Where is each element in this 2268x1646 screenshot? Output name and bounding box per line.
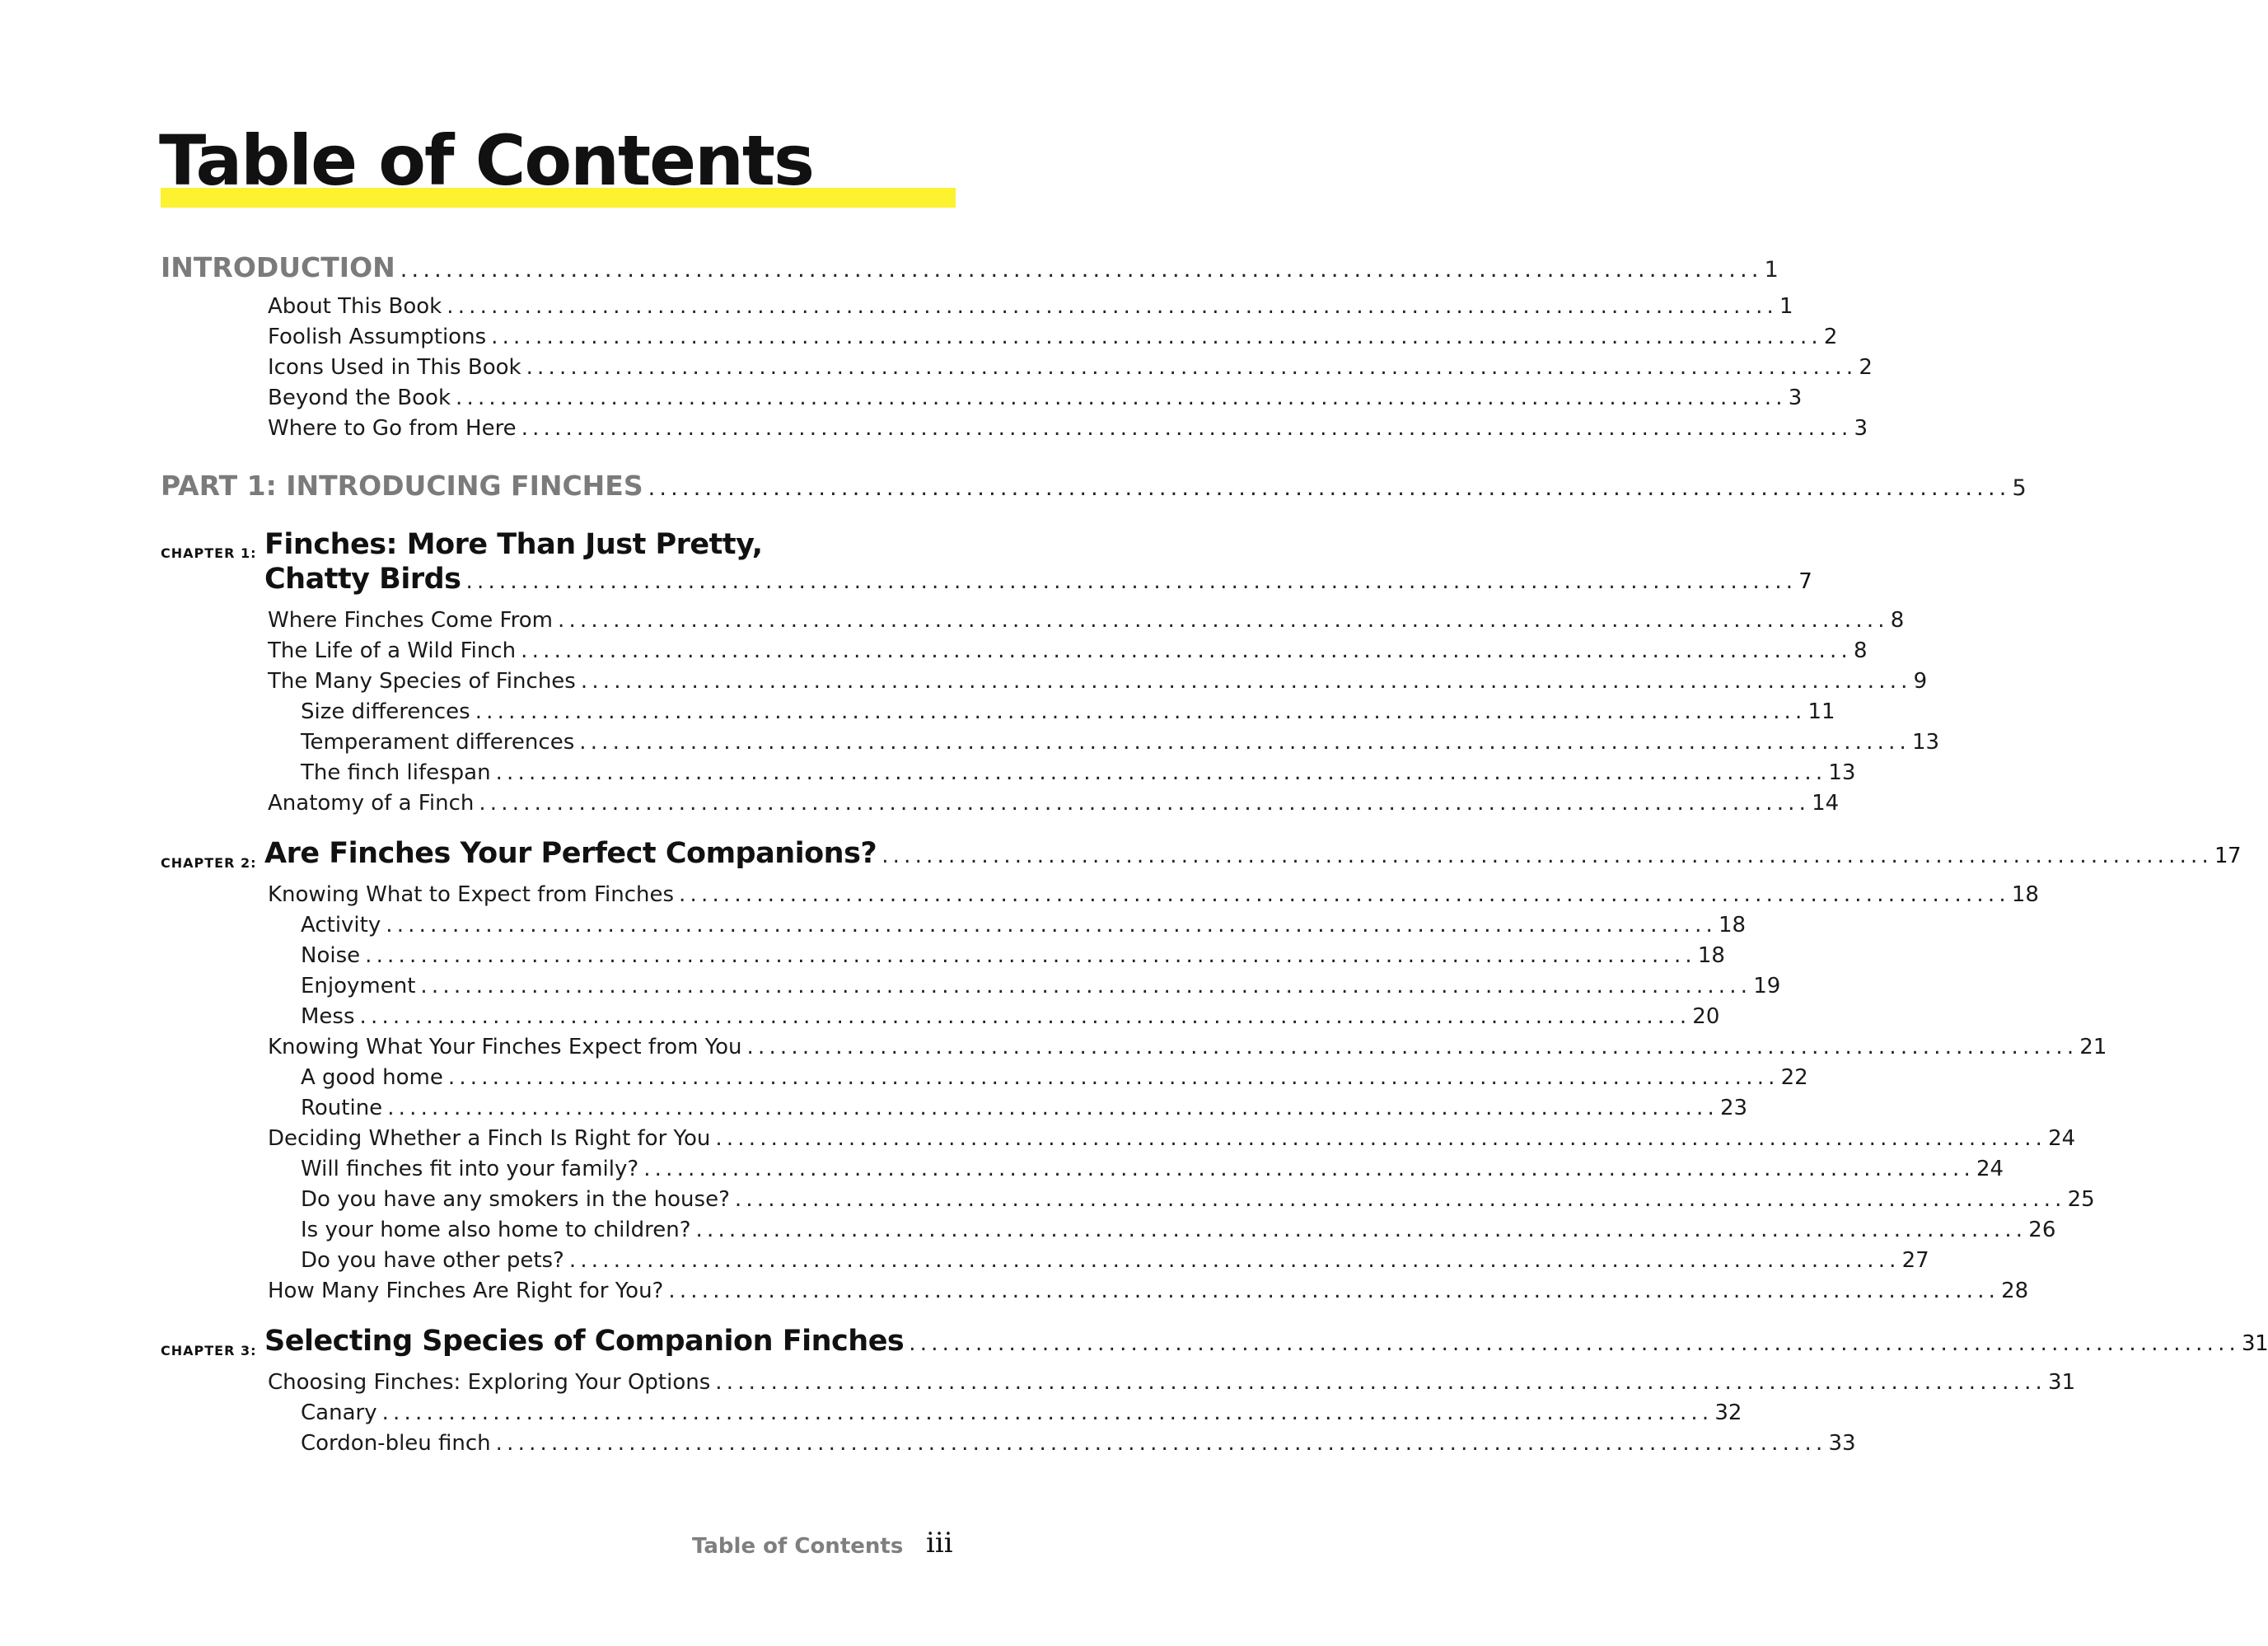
page-number: 19 bbox=[1753, 974, 1781, 998]
dot-leader: ........................................................................................................................ bbox=[447, 1065, 1779, 1090]
dot-leader: ........................................................................................................................ bbox=[557, 608, 1889, 633]
subsection-label: Do you have other pets? bbox=[301, 1248, 564, 1273]
dot-leader: ........................................................................................................................ bbox=[715, 1126, 2047, 1151]
toc-entry-subsection[interactable] bbox=[301, 1401, 1742, 1425]
section-label: Icons Used in This Book bbox=[268, 355, 521, 380]
page-title: Table of Contents bbox=[159, 120, 814, 201]
toc-entry-section[interactable] bbox=[268, 638, 1868, 663]
toc-entry-section[interactable] bbox=[268, 669, 1928, 694]
dot-leader: ........................................................................................................................ bbox=[465, 569, 1798, 594]
page-number: 18 bbox=[2011, 882, 2039, 907]
dot-leader: ........................................................................................................................ bbox=[495, 1431, 1827, 1456]
dot-leader: ........................................................................................................................ bbox=[579, 730, 1911, 755]
section-label: How Many Finches Are Right for You? bbox=[268, 1279, 664, 1303]
page-number: 33 bbox=[1828, 1431, 1856, 1456]
section-label: About This Book bbox=[268, 294, 442, 319]
chapter-title-line2: Chatty Birds bbox=[264, 563, 461, 596]
dot-leader: ........................................................................................................................ bbox=[456, 386, 1787, 410]
section-label: Choosing Finches: Exploring Your Options bbox=[268, 1370, 711, 1395]
title-block bbox=[161, 115, 956, 210]
page-number: 18 bbox=[1697, 943, 1725, 968]
section-label: Beyond the Book bbox=[268, 386, 451, 410]
section-label: Foolish Assumptions bbox=[268, 325, 487, 349]
toc-entry-section[interactable] bbox=[268, 1279, 2029, 1303]
toc-entry-section[interactable] bbox=[268, 325, 1838, 349]
dot-leader: ........................................................................................................................ bbox=[475, 699, 1807, 724]
section-label: Deciding Whether a Finch Is Right for You bbox=[268, 1126, 711, 1151]
section-label: Where to Go from Here bbox=[268, 416, 517, 441]
dot-leader: ........................................................................................................................ bbox=[447, 294, 1779, 319]
section-label: Knowing What to Expect from Finches bbox=[268, 882, 675, 907]
dot-leader: ........................................................................................................................ bbox=[381, 1401, 1714, 1425]
page-number: 17 bbox=[2214, 844, 2242, 868]
subsection-label: Cordon-bleu finch bbox=[301, 1431, 491, 1456]
dot-leader: ........................................................................................................................ bbox=[643, 1157, 1975, 1181]
page-number: 18 bbox=[1719, 913, 1747, 938]
section-label: Anatomy of a Finch bbox=[268, 791, 475, 816]
toc-entry-section[interactable] bbox=[268, 294, 1793, 319]
page-number: 8 bbox=[1890, 608, 1905, 633]
section-label: The Life of a Wild Finch bbox=[268, 638, 517, 663]
page-number: 2 bbox=[1859, 355, 1873, 380]
subsection-label: Size differences bbox=[301, 699, 470, 724]
subsection-label: Routine bbox=[301, 1096, 383, 1120]
toc-entry-subsection[interactable] bbox=[301, 943, 1725, 968]
toc-entry-section[interactable] bbox=[268, 416, 1868, 441]
running-footer-label: Table of Contents bbox=[692, 1534, 904, 1559]
subsection-label: Canary bbox=[301, 1401, 377, 1425]
toc-entry-subsection[interactable] bbox=[301, 913, 1747, 938]
page-number: 32 bbox=[1714, 1401, 1742, 1425]
chapter-title-line1[interactable]: Finches: More Than Just Pretty, bbox=[264, 528, 763, 561]
chapter-tag: CHAPTER 2: bbox=[161, 855, 257, 871]
page-number: 14 bbox=[1812, 791, 1840, 816]
toc-entry-chapter-3[interactable] bbox=[264, 1325, 2268, 1358]
toc-entry-chapter-1[interactable] bbox=[264, 563, 1812, 596]
subsection-label: Noise bbox=[301, 943, 361, 968]
page-number: 7 bbox=[1798, 569, 1812, 594]
toc-entry-section[interactable] bbox=[268, 882, 2039, 907]
subsection-label: Temperament differences bbox=[301, 730, 575, 755]
subsection-label: A good home bbox=[301, 1065, 443, 1090]
dot-leader: ........................................................................................................................ bbox=[746, 1035, 2079, 1059]
dot-leader: ........................................................................................................................ bbox=[521, 416, 1853, 441]
subsection-label: Enjoyment bbox=[301, 974, 416, 998]
dot-leader: ........................................................................................................................ bbox=[359, 1004, 1691, 1029]
page-number: 23 bbox=[1719, 1096, 1748, 1120]
dot-leader: ........................................................................................................................ bbox=[365, 943, 1696, 968]
toc-entry-chapter-2[interactable] bbox=[264, 837, 2242, 870]
toc-entry-subsection[interactable] bbox=[301, 1096, 1748, 1120]
toc-entry-subsection[interactable] bbox=[301, 1187, 2095, 1212]
page-number: 21 bbox=[2079, 1035, 2107, 1059]
subsection-label: Activity bbox=[301, 913, 381, 938]
page-number: 1 bbox=[1779, 294, 1793, 319]
dot-leader: ........................................................................................................................ bbox=[479, 791, 1811, 816]
dot-leader: ........................................................................................................................ bbox=[909, 1331, 2241, 1356]
toc-entry-section[interactable] bbox=[268, 1370, 2076, 1395]
toc-entry-section[interactable] bbox=[268, 386, 1803, 410]
page-number: 13 bbox=[1828, 760, 1856, 785]
page-number: 31 bbox=[2242, 1331, 2268, 1356]
toc-entry-subsection[interactable] bbox=[301, 1431, 1856, 1456]
toc-entry-subsection[interactable] bbox=[301, 760, 1856, 785]
dot-leader: ........................................................................................................................ bbox=[715, 1370, 2047, 1395]
section-label: Where Finches Come From bbox=[268, 608, 553, 633]
part-label: PART 1: INTRODUCING FINCHES bbox=[161, 470, 643, 502]
dot-leader: ........................................................................................................................ bbox=[648, 475, 2011, 501]
dot-leader: ........................................................................................................................ bbox=[695, 1218, 2027, 1242]
toc-entry-subsection[interactable] bbox=[301, 1248, 1929, 1273]
page-number: 22 bbox=[1780, 1065, 1808, 1090]
toc-entry-section[interactable] bbox=[268, 355, 1873, 380]
toc-entry-subsection[interactable] bbox=[301, 730, 1940, 755]
toc-entry-subsection[interactable] bbox=[301, 699, 1835, 724]
subsection-label: The finch lifespan bbox=[301, 760, 491, 785]
dot-leader: ........................................................................................................................ bbox=[734, 1187, 2066, 1212]
chapter-tag: CHAPTER 3: bbox=[161, 1343, 257, 1358]
page-number: 25 bbox=[2067, 1187, 2095, 1212]
toc-entry-subsection[interactable] bbox=[301, 1065, 1808, 1090]
dot-leader: ........................................................................................................................ bbox=[668, 1279, 2000, 1303]
dot-leader: ........................................................................................................................ bbox=[420, 974, 1752, 998]
page-number: 13 bbox=[1912, 730, 1940, 755]
toc-entry-section[interactable] bbox=[268, 1126, 2076, 1151]
toc-entry-section[interactable] bbox=[268, 1035, 2107, 1059]
toc-entry-section[interactable] bbox=[268, 791, 1840, 816]
dot-leader: ........................................................................................................................ bbox=[568, 1248, 1901, 1273]
dot-leader: ........................................................................................................................ bbox=[495, 760, 1827, 785]
section-label: Knowing What Your Finches Expect from You bbox=[268, 1035, 742, 1059]
page-number: 24 bbox=[1976, 1157, 2004, 1181]
chapter-title: Selecting Species of Companion Finches bbox=[264, 1325, 905, 1358]
toc-entry-section[interactable] bbox=[268, 608, 1905, 633]
page-number: 9 bbox=[1913, 669, 1928, 694]
page-number: 27 bbox=[1901, 1248, 1929, 1273]
folio-page-number: iii bbox=[926, 1527, 953, 1559]
toc-entry-part-1[interactable] bbox=[161, 470, 2027, 502]
subsection-label: Is your home also home to children? bbox=[301, 1218, 691, 1242]
dot-leader: ........................................................................................................................ bbox=[400, 257, 1763, 283]
page-number: 24 bbox=[2048, 1126, 2076, 1151]
page-number: 2 bbox=[1823, 325, 1838, 349]
page-number: 28 bbox=[2001, 1279, 2029, 1303]
page-number: 31 bbox=[2048, 1370, 2076, 1395]
chapter-tag: CHAPTER 1: bbox=[161, 545, 257, 561]
toc-entry-subsection[interactable] bbox=[301, 1218, 2056, 1242]
subsection-label: Do you have any smokers in the house? bbox=[301, 1187, 730, 1212]
part-label: INTRODUCTION bbox=[161, 251, 395, 283]
page-number: 11 bbox=[1807, 699, 1835, 724]
dot-leader: ........................................................................................................................ bbox=[491, 325, 1822, 349]
page-number: 20 bbox=[1692, 1004, 1720, 1029]
dot-leader: ........................................................................................................................ bbox=[526, 355, 1858, 380]
toc-entry-subsection[interactable] bbox=[301, 1004, 1720, 1029]
page-number: 1 bbox=[1764, 257, 1779, 283]
dot-leader: ........................................................................................................................ bbox=[580, 669, 1912, 694]
section-label: The Many Species of Finches bbox=[268, 669, 576, 694]
toc-entry-subsection[interactable] bbox=[301, 974, 1781, 998]
page-number: 5 bbox=[2012, 475, 2027, 501]
dot-leader: ........................................................................................................................ bbox=[679, 882, 2010, 907]
dot-leader: ........................................................................................................................ bbox=[386, 913, 1717, 938]
subsection-label: Mess bbox=[301, 1004, 355, 1029]
chapter-title: Are Finches Your Perfect Companions? bbox=[264, 837, 877, 870]
page-number: 26 bbox=[2028, 1218, 2056, 1242]
page-number: 3 bbox=[1854, 416, 1868, 441]
subsection-label: Will finches fit into your family? bbox=[301, 1157, 639, 1181]
toc-entry-subsection[interactable] bbox=[301, 1157, 2004, 1181]
page-number: 3 bbox=[1788, 386, 1803, 410]
dot-leader: ........................................................................................................................ bbox=[387, 1096, 1719, 1120]
page-number: 8 bbox=[1853, 638, 1868, 663]
dot-leader: ........................................................................................................................ bbox=[881, 844, 2213, 868]
dot-leader: ........................................................................................................................ bbox=[521, 638, 1852, 663]
toc-entry-introduction[interactable] bbox=[161, 251, 1779, 283]
